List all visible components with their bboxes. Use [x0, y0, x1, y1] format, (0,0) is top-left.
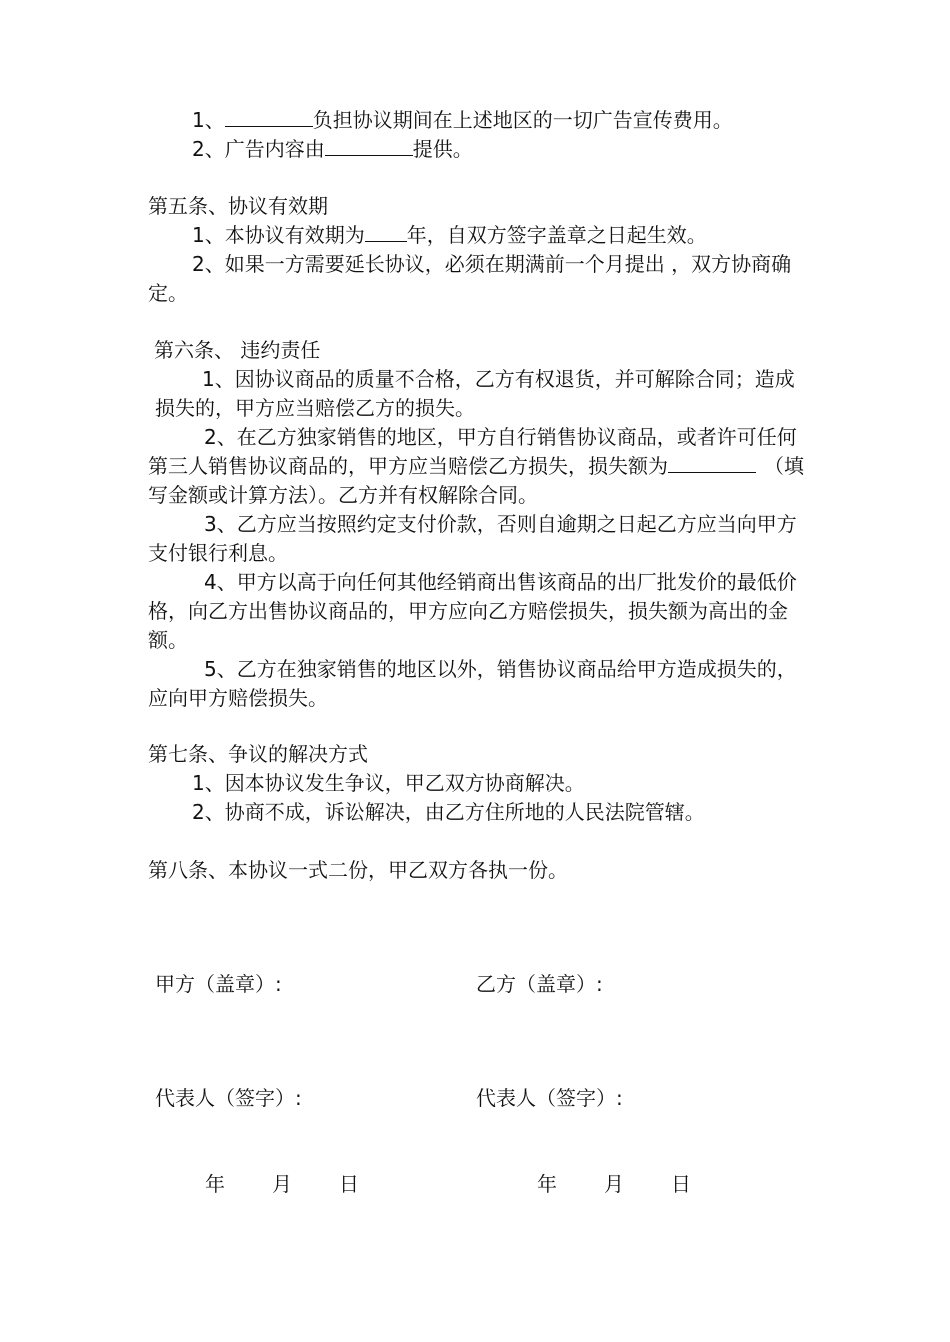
s4-item1: 1、 负担协议期间在上述地区的一切广告宣传费用。 — [192, 108, 733, 132]
s8-text: 第八条、本协议一式二份，甲乙双方各执一份。 — [148, 858, 568, 882]
s6-item3-line2: 支付银行利息。 — [148, 541, 288, 565]
blank-line — [325, 137, 413, 156]
s6-item4-line1: 4、甲方以高于向任何其他经销商出售该商品的出厂批发价的最低价 — [204, 570, 797, 594]
party-b-date-day: 日 — [671, 1172, 691, 1196]
party-b-seal-label: 乙方（盖章）: — [476, 972, 603, 996]
party-a-date-day: 日 — [339, 1172, 359, 1196]
s5-item1: 1、本协议有效期为 年，自双方签字盖章之日起生效。 — [192, 223, 707, 247]
s6-item5-line1: 5、乙方在独家销售的地区以外，销售协议商品给甲方造成损失的， — [204, 657, 797, 681]
blank-line — [365, 223, 407, 242]
s6-item3-line1: 3、乙方应当按照约定支付价款，否则自逾期之日起乙方应当向甲方 — [204, 512, 797, 536]
party-a-rep-label: 代表人（签字）: — [155, 1086, 302, 1110]
s6-item4-line2: 格，向乙方出售协议商品的，甲方应向乙方赔偿损失，损失额为高出的金 — [148, 599, 788, 623]
s6-item2-line2: 第三人销售协议商品的，甲方应当赔偿乙方损失，损失额为 （填 — [148, 454, 804, 478]
s6-item5-line2: 应向甲方赔偿损失。 — [148, 686, 328, 710]
s4-item2: 2、广告内容由 提供。 — [192, 137, 473, 161]
s6-item2-line1: 2、在乙方独家销售的地区，甲方自行销售协议商品，或者许可任何 — [204, 425, 797, 449]
s5-item2-line2: 定。 — [148, 281, 188, 305]
s7-title: 第七条、争议的解决方式 — [148, 742, 368, 766]
s6-item1-line2: 损失的，甲方应当赔偿乙方的损失。 — [155, 396, 475, 420]
blank-line — [668, 454, 756, 473]
party-a-seal-label: 甲方（盖章）: — [155, 972, 282, 996]
s6-item1-line1: 1、因协议商品的质量不合格，乙方有权退货，并可解除合同；造成 — [202, 367, 795, 391]
party-a-date-month: 月 — [272, 1172, 292, 1196]
s7-item2: 2、协商不成，诉讼解决，由乙方住所地的人民法院管辖。 — [192, 800, 705, 824]
s5-item2-line1: 2、如果一方需要延长协议，必须在期满前一个月提出 ，双方协商确 — [192, 252, 792, 276]
s7-item1: 1、因本协议发生争议，甲乙双方协商解决。 — [192, 771, 585, 795]
party-b-date-year: 年 — [537, 1172, 557, 1196]
party-a-date-year: 年 — [205, 1172, 225, 1196]
blank-line — [225, 108, 313, 127]
party-b-date-month: 月 — [604, 1172, 624, 1196]
s6-item4-line3: 额。 — [148, 628, 188, 652]
s6-item2-line3: 写金额或计算方法）。乙方并有权解除合同。 — [148, 483, 538, 507]
s5-title: 第五条、协议有效期 — [148, 194, 328, 218]
s6-title: 第六条、 违约责任 — [154, 338, 321, 362]
party-b-rep-label: 代表人（签字）: — [476, 1086, 623, 1110]
